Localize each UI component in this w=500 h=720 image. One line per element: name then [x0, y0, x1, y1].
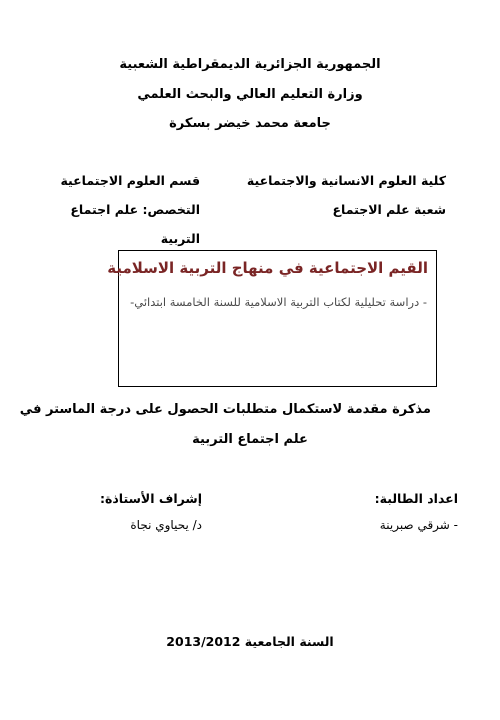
purpose-line-1: مذكرة مقدمة لاستكمال متطلبات الحصول على درجة الماستر في	[19, 402, 431, 417]
thesis-title: القيم الاجتماعية في منهاج التربية الاسلامية	[107, 259, 428, 277]
specialty-label-continued: التربية	[160, 231, 200, 246]
ministry-heading: وزارة التعليم العالي والبحث العلمي	[137, 87, 363, 102]
academic-year: السنة الجامعية 2013/2012	[166, 634, 334, 649]
college-label: كلية العلوم الانسانية والاجتماعية	[246, 173, 446, 188]
branch-label: شعبة علم الاجتماع	[332, 202, 446, 217]
department-label: قسم العلوم الاجتماعية	[60, 173, 200, 188]
specialty-label: التخصص: علم اجتماع	[70, 202, 200, 217]
republic-heading: الجمهورية الجزائرية الديمقراطية الشعبية	[119, 57, 381, 72]
university-heading: جامعة محمد خيضر بسكرة	[169, 116, 331, 131]
supervisor-label: إشراف الأستاذة:	[100, 491, 202, 506]
purpose-line-2: علم اجتماع التربية	[192, 432, 308, 447]
student-name: - شرقي صبرينة	[379, 518, 458, 532]
thesis-subtitle: - دراسة تحليلية لكتاب التربية الاسلامية للسنة الخامسة ابتدائي-	[130, 295, 427, 309]
supervisor-name: د/ يحياوي نجاة	[130, 518, 202, 532]
student-label: اعداد الطالبة:	[374, 491, 458, 506]
